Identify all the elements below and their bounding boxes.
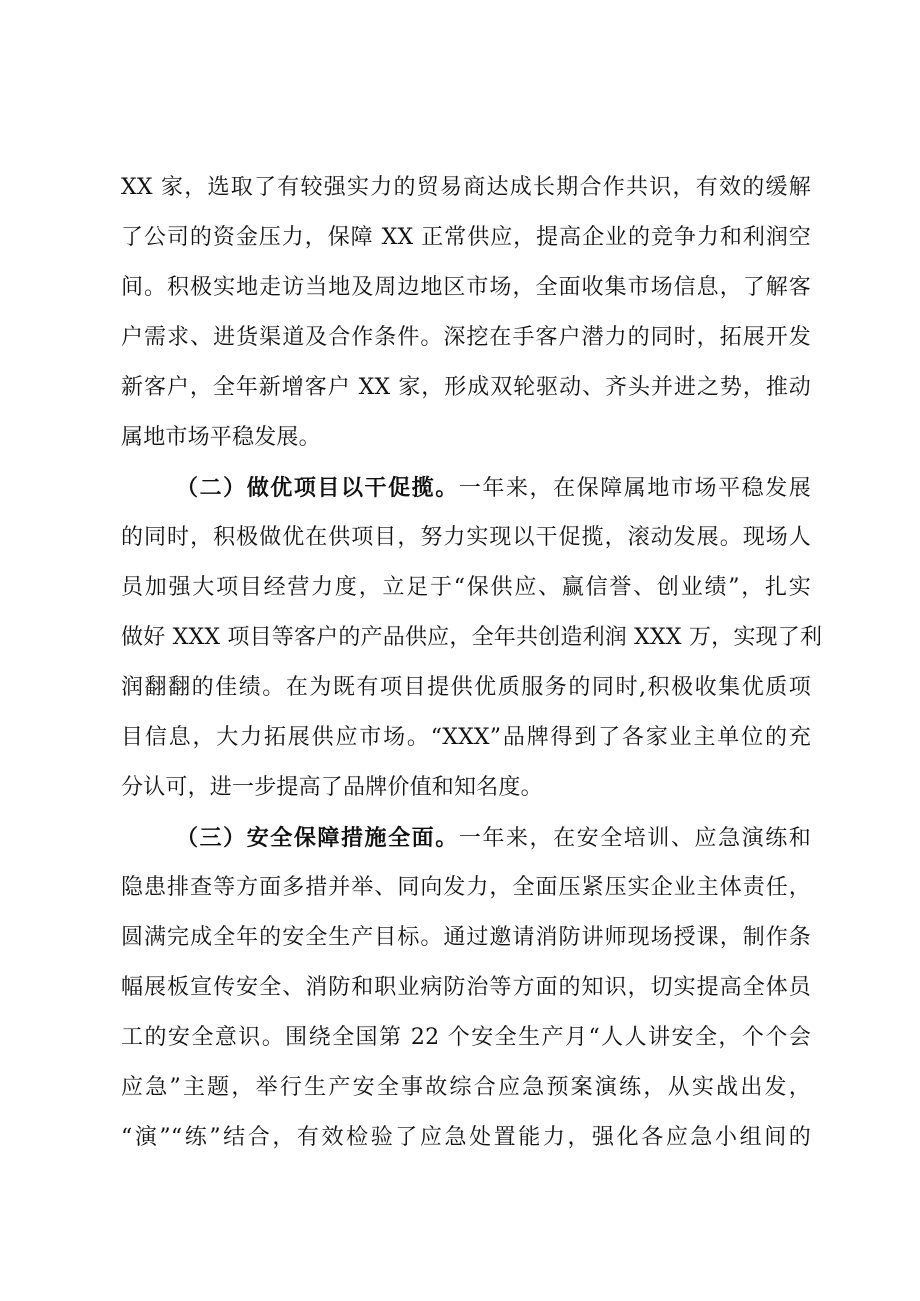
paragraph-2-line-3: 员加强大项目经营力度，立足于“保供应、赢信誉、创业绩”，扎实 [121, 575, 811, 600]
paragraph-1-line-1: XX 家，选取了有较强实力的贸易商达成长期合作共识，有效的缓解 [121, 175, 811, 200]
paragraph-3-line-5: 工的安全意识。围绕全国第 22 个安全生产月“人人讲安全，个个会 [121, 1025, 811, 1050]
paragraph-1-line-6: 属地市场平稳发展。 [121, 425, 321, 450]
paragraph-1-line-4: 户需求、进货渠道及合作条件。深挖在手客户潜力的同时，拓展开发 [121, 325, 811, 350]
paragraph-3-line-3: 圆满完成全年的安全生产目标。通过邀请消防讲师现场授课，制作条 [121, 925, 811, 950]
paragraph-3-line-7: “演”“练”结合，有效检验了应急处置能力，强化各应急小组间的 [121, 1125, 811, 1150]
paragraph-3-line-4: 幅展板宣传安全、消防和职业病防治等方面的知识，切实提高全体员 [121, 975, 811, 1000]
paragraph-1-line-5: 新客户，全年新增客户 XX 家，形成双轮驱动、齐头并进之势，推动 [121, 375, 811, 400]
paragraph-3-first-line-text: 一年来，在安全培训、应急演练和 [458, 826, 811, 851]
paragraph-2-line-2: 的同时，积极做优在供项目，努力实现以干促揽，滚动发展。现场人 [121, 525, 811, 550]
paragraph-3-line-2: 隐患排查等方面多措并举、同向发力，全面压紧压实企业主体责任， [121, 875, 811, 900]
paragraph-2-line-6: 目信息，大力拓展供应市场。“XXX”品牌得到了各家业主单位的充 [121, 725, 811, 750]
paragraph-1-line-3: 间。积极实地走访当地及周边地区市场，全面收集市场信息，了解客 [121, 275, 811, 300]
paragraph-2-heading: （二）做优项目以干促揽。 [176, 475, 459, 501]
paragraph-2-first-line [176, 463, 811, 513]
paragraph-1-line-2: 了公司的资金压力，保障 XX 正常供应，提高企业的竞争力和利润空 [121, 225, 811, 250]
paragraph-2-line-5: 润翻翻的佳绩。在为既有项目提供优质服务的同时,积极收集优质项 [121, 675, 811, 700]
paragraph-3-heading: （三）安全保障措施全面。 [176, 825, 459, 851]
paragraph-3-line-6: 应急”主题，举行生产安全事故综合应急预案演练，从实战出发， [121, 1075, 811, 1100]
paragraph-2-line-4: 做好 XXX 项目等客户的产品供应，全年共创造利润 XXX 万，实现了利 [121, 625, 823, 650]
paragraph-2-first-line-text: 一年来，在保障属地市场平稳发展 [458, 476, 811, 501]
paragraph-2-line-7: 分认可，进一步提高了品牌价值和知名度。 [121, 775, 543, 800]
paragraph-3-first-line [176, 813, 811, 863]
